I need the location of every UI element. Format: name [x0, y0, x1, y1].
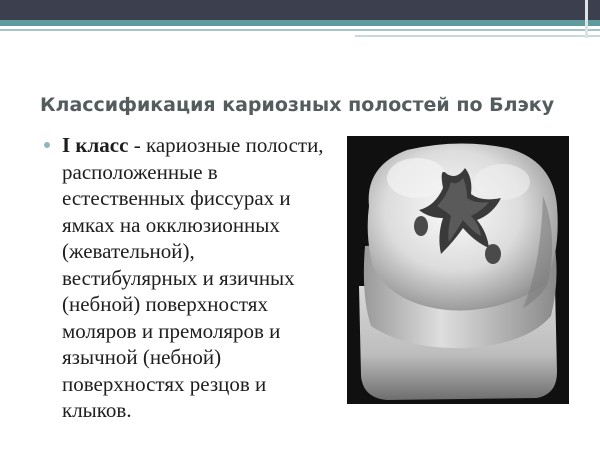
header-bar-dark	[0, 0, 600, 20]
header-divider-short	[355, 35, 600, 37]
slide-title: Классификация кариозных полостей по Блэку	[40, 94, 555, 116]
tooth-image	[347, 136, 569, 404]
bullet-dot-icon	[44, 142, 50, 148]
header-bar-teal	[0, 20, 600, 26]
bullet-item	[40, 132, 330, 424]
bullet-lead: I класс	[62, 133, 129, 157]
header-divider	[0, 29, 600, 31]
tooth-cavity-icon	[347, 136, 569, 404]
bullet-list	[40, 132, 330, 424]
header-vertical-accent	[585, 0, 588, 38]
bullet-body: - кариозные полости, расположенные в естественных фиссурах и ямках на окклюзионных (жевательной), вестибулярных и язичных (небной) поверхностях моляров и премоляров и язычной (небной) поверхностях резцов и клыков.	[62, 133, 324, 422]
bullet-text	[62, 132, 330, 424]
